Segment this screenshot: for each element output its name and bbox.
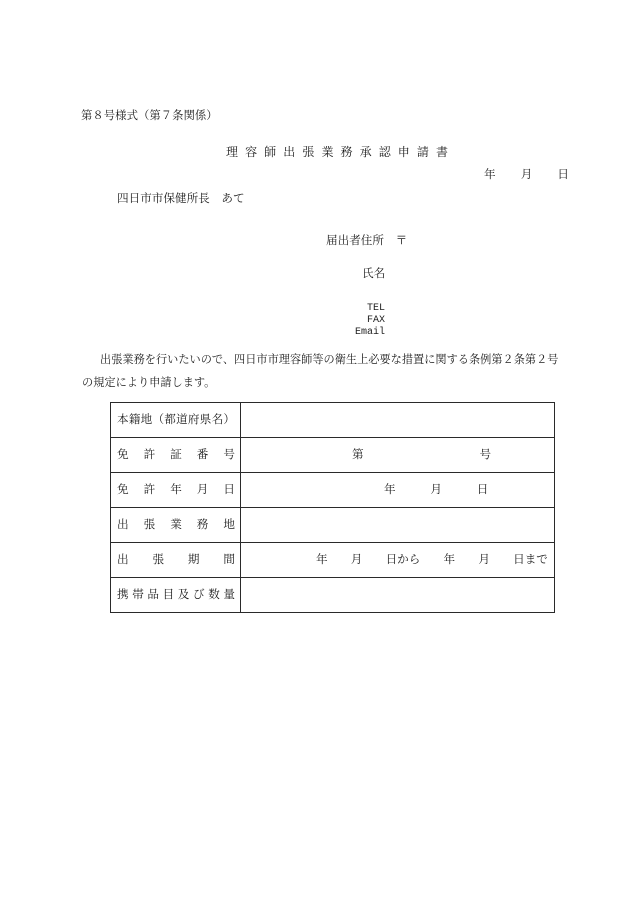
label-cell — [111, 508, 241, 543]
table-row-items — [111, 578, 555, 613]
value-cell-items — [241, 578, 555, 613]
table-row-work-location — [111, 508, 555, 543]
label-cell — [111, 543, 241, 578]
body-text-line-1: 出張業務を行いたいので、四日市市理容師等の衛生上必要な措置に関する条例第２条第２号 — [100, 354, 559, 366]
label-cell — [111, 473, 241, 508]
value-cell-license-date — [241, 473, 555, 508]
date-line: 年 月 日 — [484, 168, 569, 181]
fax-label: FAX — [366, 315, 385, 326]
table-row-license-number — [111, 438, 555, 473]
email-label: Email — [354, 327, 385, 338]
row-label: 出 張 業 務 地 — [117, 518, 235, 532]
addressee: 四日市市保健所長 あて — [117, 192, 245, 205]
value-cell-domicile — [241, 403, 555, 438]
row-label: 出 張 期 間 — [117, 553, 235, 567]
tel-label: TEL — [366, 303, 385, 314]
license-date-value: 年 月 日 — [384, 483, 489, 497]
value-cell-period — [241, 543, 555, 578]
period-value: 年 月 日から 年 月 日まで — [316, 553, 548, 567]
document-title: 理 容 師 出 張 業 務 承 認 申 請 書 — [226, 145, 448, 159]
row-label: 免 許 年 月 日 — [117, 483, 235, 497]
label-cell — [111, 403, 241, 438]
value-cell-license-number — [241, 438, 555, 473]
form-number: 第８号様式（第７条関係） — [81, 110, 218, 122]
label-cell — [111, 578, 241, 613]
applicant-address-label: 届出者住所 〒 — [326, 234, 408, 247]
body-text-line-2: の規定により申請します。 — [82, 377, 216, 389]
table-row-period — [111, 543, 555, 578]
row-label: 本籍地（都道府県名） — [117, 413, 235, 427]
table-row-domicile — [111, 403, 555, 438]
row-label: 携 帯 品 目 及 び 数 量 — [117, 588, 235, 602]
contact-labels — [325, 303, 385, 339]
row-label: 免 許 証 番 号 — [117, 448, 235, 462]
application-table — [110, 402, 555, 613]
label-cell — [111, 438, 241, 473]
applicant-name-label: 氏名 — [362, 267, 386, 280]
license-number-value: 第 号 — [352, 448, 492, 462]
value-cell-work-location — [241, 508, 555, 543]
table-row-license-date — [111, 473, 555, 508]
